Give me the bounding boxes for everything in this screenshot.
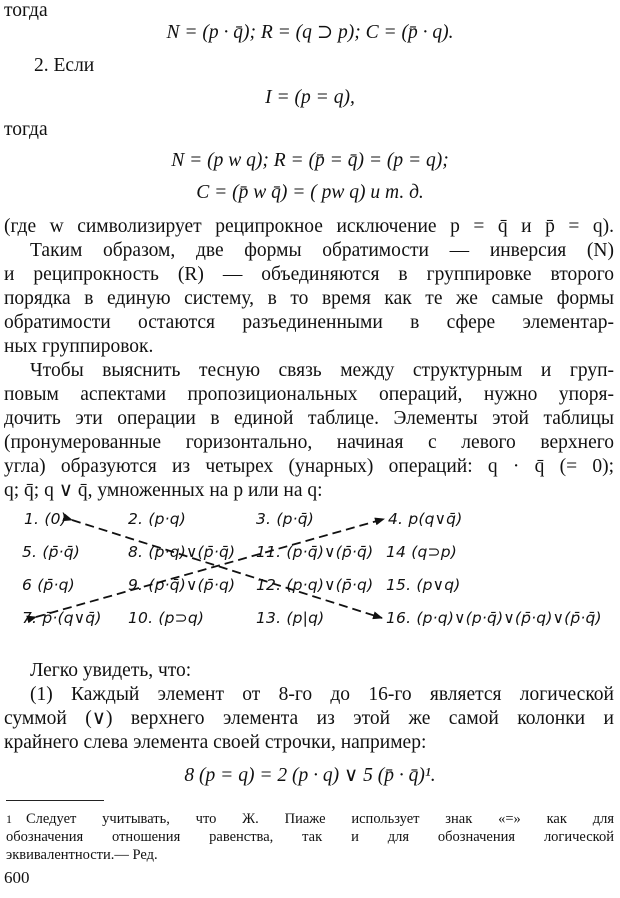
table-cell-16: 16. (p·q)∨(p·q̄)∨(p̄·q)∨(p̄·q̄) — [386, 609, 602, 627]
text-line-18: угла) образуются из четырех (унарных) операций: q · q̄ (= 0); — [4, 456, 614, 477]
table-cell-13: 13. (p|q) — [256, 609, 325, 627]
text-line-16: дочить эти операции в единой таблице. Элементы этой таблицы — [4, 408, 614, 429]
table-cell-10: 10. (p⊃q) — [128, 609, 205, 627]
formula-line-1: N = (p · q̄); R = (q ⊃ p); C = (p̄ · q). — [166, 22, 454, 43]
table-cell-9: 9. (p·q̄)∨(p̄·q) — [128, 576, 236, 594]
text-line-10: и реципрокность (R) — объединяются в группировке второго — [4, 264, 614, 285]
text-line-22: суммой (∨) верхнего элемента из этой же самой колонки и — [4, 708, 614, 729]
text-line-12: обратимости остаются разъединенными в сфере элементар- — [4, 312, 614, 333]
footnote-mark: 1 — [6, 812, 12, 826]
formula-line-5: 8 (p = q) = 2 (p · q) ∨ 5 (p̄ · q̄)¹. — [184, 765, 436, 786]
text-line-15: повым аспектами пропозициональных операций, нужно упоря- — [4, 384, 614, 405]
table-cell-7: 7. p̄·(q∨q̄) — [22, 609, 102, 627]
formula-line-2: I = (p = q), — [265, 87, 355, 108]
text-line-5: тогда — [4, 119, 48, 140]
text-line-8: (где w символизирует реципрокное исключение p = q̄ и p̄ = q). — [4, 216, 614, 237]
text-line-1: тогда — [4, 0, 48, 21]
footnote-rule — [6, 800, 104, 801]
text-line-3: 2. Если — [34, 55, 95, 76]
table-cell-6: 6 (p̄·q) — [22, 576, 75, 594]
text-line-17: (пронумерованные горизонтально, начиная с левого верхнего — [4, 432, 614, 453]
table-cell-3: 3. (p·q̄) — [256, 510, 315, 528]
table-cell-12: 12. (p·q)∨(p̄·q) — [256, 576, 374, 594]
table-cell-4: 4. p(q∨q̄) — [388, 510, 463, 528]
arrow-1-to-16 — [72, 520, 382, 618]
table-cell-1: 1. (0) — [24, 510, 67, 528]
table-cell-2: 2. (p·q) — [128, 510, 187, 528]
footnote-line-2: обозначения отношения равенства, так и для обозначения логической — [6, 829, 614, 845]
formula-line-3: N = (p w q); R = (p̄ = q̄) = (p = q); — [171, 150, 449, 171]
text-line-11: порядка в единую систему, в то время как те же самые формы — [4, 288, 614, 309]
footnote-line-3: эквивалентности.— Ред. — [6, 847, 158, 863]
text-line-23: крайнего слева элемента своей строчки, например: — [4, 732, 427, 753]
text-line-19: q; q̄; q ∨ q̄, умноженных на p или на q: — [4, 480, 323, 501]
text-line-13: ных группировок. — [4, 336, 154, 357]
table-cell-11: 11. (p·q̄)∨(p̄·q̄) — [256, 543, 374, 561]
text-line-21: (1) Каждый элемент от 8-го до 16-го является логической — [30, 684, 614, 705]
page-number: 600 — [4, 868, 30, 887]
text-line-9: Таким образом, две формы обратимости — инверсия (N) — [30, 240, 614, 261]
table-cell-14: 14 (q⊃p) — [386, 543, 458, 561]
text-line-14: Чтобы выяснить тесную связь между структурным и груп- — [30, 360, 614, 381]
table-cell-8: 8. (p·q)∨(p̄·q̄) — [128, 543, 236, 561]
text-line-20: Легко увидеть, что: — [30, 660, 192, 681]
formula-line-4: C = (p̄ w q̄) = ( pw q) и т. д. — [196, 182, 424, 203]
table-cell-5: 5. (p̄·q̄) — [22, 543, 81, 561]
table-cell-15: 15. (p∨q) — [386, 576, 461, 594]
footnote-line-1: Следует учитывать, что Ж. Пиаже использует знак «=» как для — [26, 811, 614, 827]
